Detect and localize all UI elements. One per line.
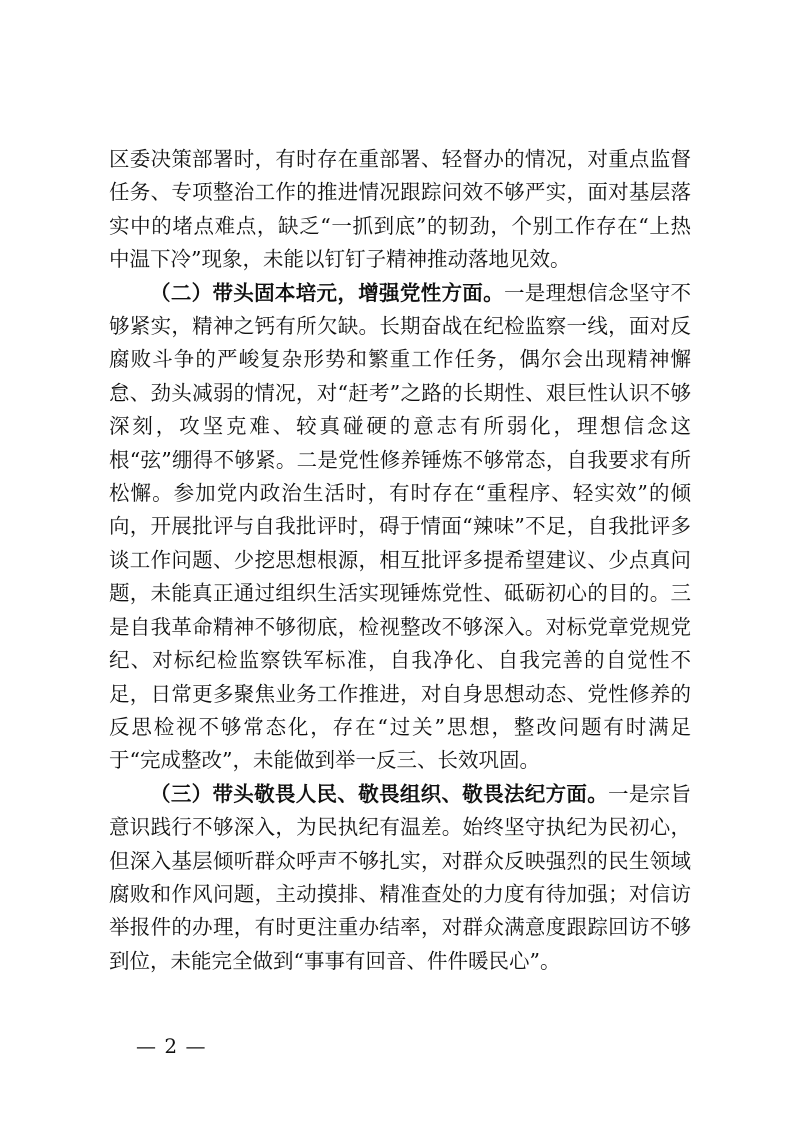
document-body <box>109 143 691 978</box>
paragraph-text: 区委决策部署时，有时存在重部署、轻督办的情况，对重点监督任务、专项整治工作的推进情况跟踪问效不够严实，面对基层落实中的堵点难点，缺乏“一抓到底”的韧劲，个别工作存在“上热中温下冷”现象，未能以钉钉子精神推动落地见效。 <box>109 147 691 272</box>
paragraph-continuation <box>109 143 691 277</box>
paragraph-text: 一是理想信念坚守不够紧实，精神之钙有所欠缺。长期奋战在纪检监察一线，面对反腐败斗争的严峻复杂形势和繁重工作任务，偶尔会出现精神懈怠、劲头减弱的情况，对“赶考”之路的长期性、艰巨性认识不够深刻，攻坚克难、较真碰硬的意志有所弱化，理想信念这根“弦”绷得不够紧。二是党性修养锤炼不够常态，自我要求有所松懈。参加党内政治生活时，有时存在“重程序、轻实效”的倾向，开展批评与自我批评时，碍于情面“辣味”不足，自我批评多谈工作问题、少挖思想根源，相互批评多提希望建议、少点真问题，未能真正通过组织生活实现锤炼党性、砥砺初心的目的。三是自我革命精神不够彻底，检视整改不够深入。对标党章党规党纪、对标纪检监察铁军标准，自我净化、自我完善的自觉性不足，日常更多聚焦业务工作推进，对自身思想动态、党性修养的反思检视不够常态化，存在“过关”思想，整改问题有时满足于“完成整改”，未能做到举一反三、长效巩固。 <box>109 280 692 773</box>
page-number: — 2 — <box>136 1034 207 1058</box>
section-heading: （三）带头敬畏人民、敬畏组织、敬畏法纪方面。 <box>150 781 609 806</box>
paragraph-text: 一是宗旨意识践行不够深入，为民执纪有温差。始终坚守执纪为民初心，但深入基层倾听群众呼声不够扎实，对群众反映强烈的民生领域腐败和作风问题，主动摸排、精准查处的力度有待加强；对信访举报件的办理，有时更注重办结率，对群众满意度跟踪回访不够到位，未能完全做到“事事有回音、件件暖民心”。 <box>109 781 692 973</box>
section-heading: （二）带头固本培元，增强党性方面。 <box>150 280 504 305</box>
paragraph-section-3 <box>109 778 691 978</box>
paragraph-section-2 <box>109 277 691 778</box>
